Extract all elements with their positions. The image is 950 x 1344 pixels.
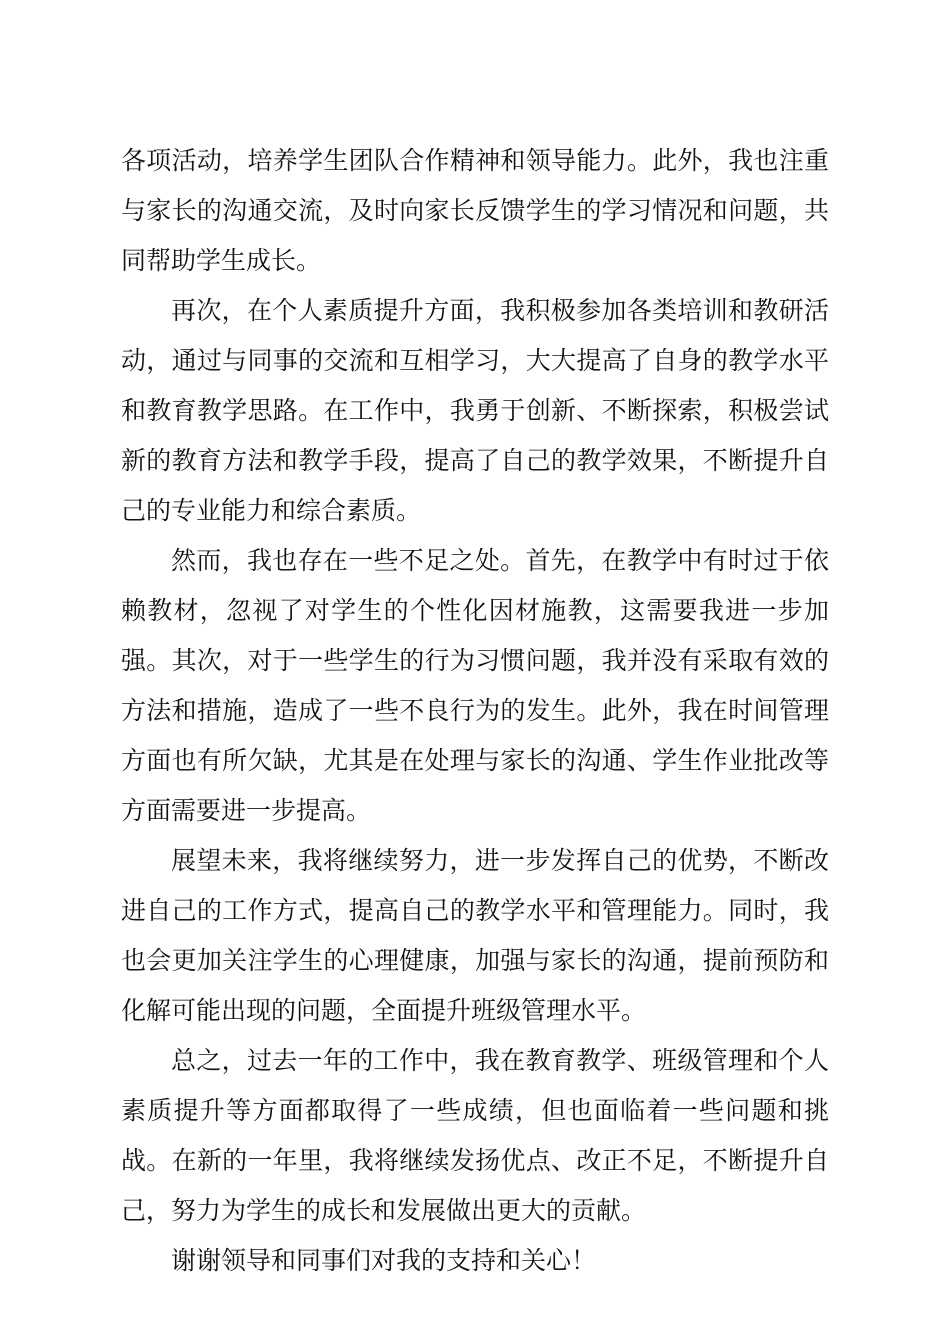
- paragraph-personal-quality: 再次，在个人素质提升方面，我积极参加各类培训和教研活动，通过与同事的交流和互相学习，大大提高了自身的教学水平和教育教学思路。在工作中，我勇于创新、不断探索，积极尝试新的教育方法和教学手段，提高了自己的教学效果，不断提升自己的专业能力和综合素质。: [121, 296, 829, 525]
- document-body: [121, 136, 829, 1286]
- paragraph-outlook: 展望未来，我将继续努力，进一步发挥自己的优势，不断改进自己的工作方式，提高自己的教学水平和管理能力。同时，我也会更加关注学生的心理健康，加强与家长的沟通，提前预防和化解可能出现的问题，全面提升班级管理水平。: [121, 846, 829, 1025]
- paragraph-activities: 各项活动，培养学生团队合作精神和领导能力。此外，我也注重与家长的沟通交流，及时向家长反馈学生的学习情况和问题，共同帮助学生成长。: [121, 146, 829, 275]
- paragraph-thanks: 谢谢领导和同事们对我的支持和关心！: [171, 1246, 597, 1275]
- paragraph-summary: 总之，过去一年的工作中，我在教育教学、班级管理和个人素质提升等方面都取得了一些成绩，但也面临着一些问题和挑战。在新的一年里，我将继续发扬优点、改正不足，不断提升自己，努力为学生的成长和发展做出更大的贡献。: [121, 1046, 829, 1225]
- paragraph-shortcomings: 然而，我也存在一些不足之处。首先，在教学中有时过于依赖教材，忽视了对学生的个性化因材施教，这需要我进一步加强。其次，对于一些学生的行为习惯问题，我并没有采取有效的方法和措施，造成了一些不良行为的发生。此外，我在时间管理方面也有所欠缺，尤其是在处理与家长的沟通、学生作业批改等方面需要进一步提高。: [121, 546, 829, 825]
